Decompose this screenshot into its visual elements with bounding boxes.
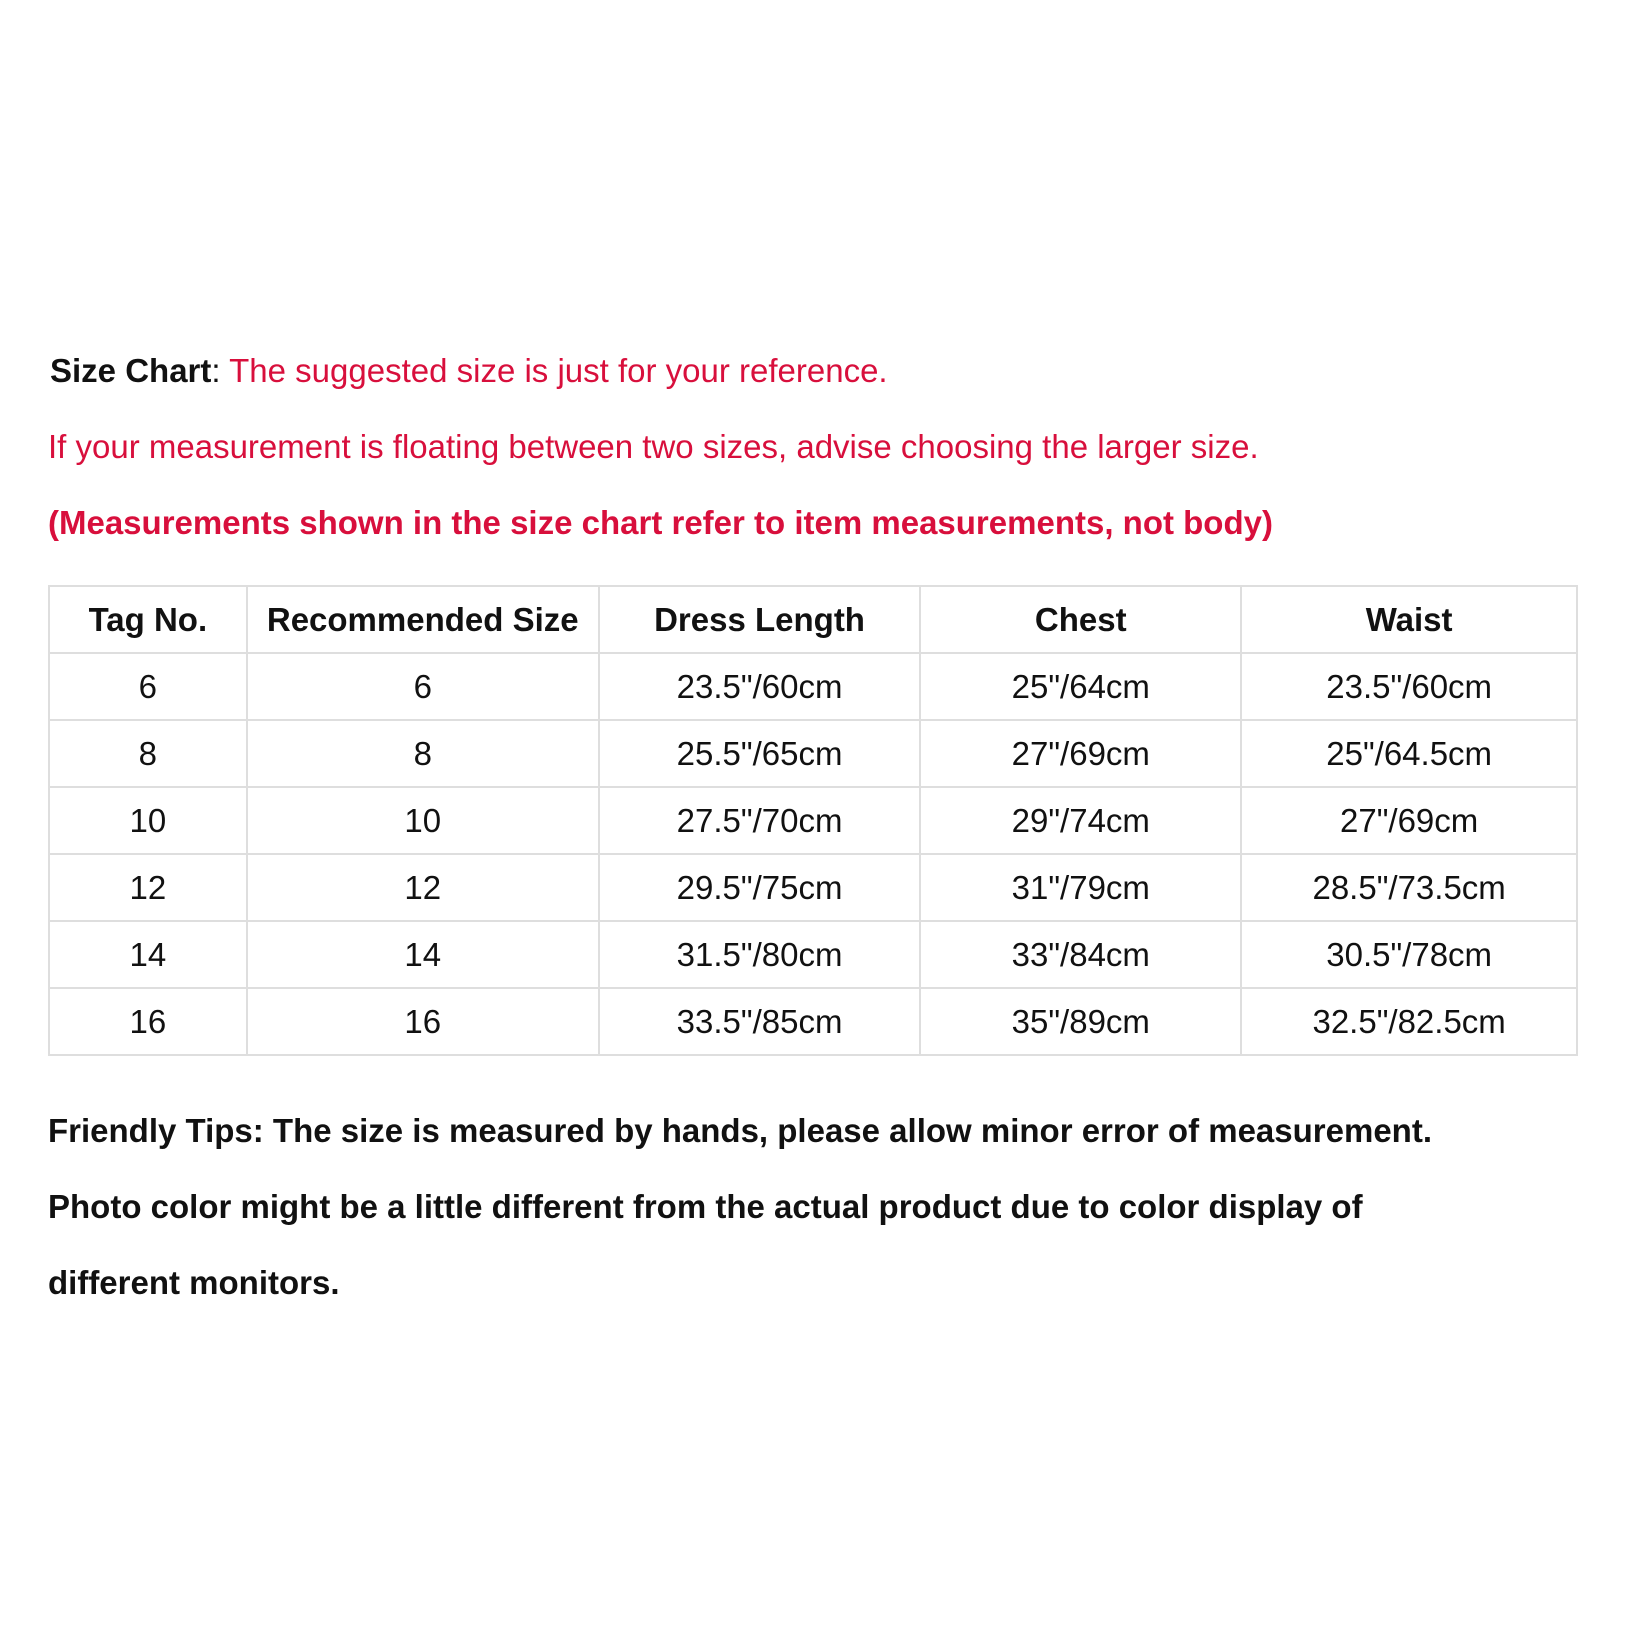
cell-dress-length: 29.5"/75cm <box>599 854 920 921</box>
cell-recommended-size: 10 <box>247 787 599 854</box>
cell-chest: 25"/64cm <box>920 653 1241 720</box>
header-waist: Waist <box>1241 586 1577 653</box>
header-recommended-size: Recommended Size <box>247 586 599 653</box>
cell-recommended-size: 12 <box>247 854 599 921</box>
header-tag-no: Tag No. <box>49 586 247 653</box>
cell-chest: 33"/84cm <box>920 921 1241 988</box>
cell-waist: 28.5"/73.5cm <box>1241 854 1577 921</box>
cell-tag-no: 12 <box>49 854 247 921</box>
cell-dress-length: 33.5"/85cm <box>599 988 920 1055</box>
table-row <box>49 720 1577 787</box>
cell-tag-no: 16 <box>49 988 247 1055</box>
sizing-advice: If your measurement is floating between two sizes, advise choosing the larger size. <box>48 428 1259 465</box>
cell-waist: 27"/69cm <box>1241 787 1577 854</box>
photo-color-note-continued: different monitors. <box>48 1264 340 1301</box>
size-chart-intro <box>50 352 888 390</box>
reference-note: The suggested size is just for your reference. <box>220 352 888 389</box>
cell-waist: 32.5"/82.5cm <box>1241 988 1577 1055</box>
cell-dress-length: 25.5"/65cm <box>599 720 920 787</box>
cell-dress-length: 23.5"/60cm <box>599 653 920 720</box>
cell-recommended-size: 14 <box>247 921 599 988</box>
table-row <box>49 653 1577 720</box>
cell-tag-no: 6 <box>49 653 247 720</box>
cell-recommended-size: 8 <box>247 720 599 787</box>
photo-color-note: Photo color might be a little different from the actual product due to color display of <box>48 1188 1363 1225</box>
cell-waist: 25"/64.5cm <box>1241 720 1577 787</box>
cell-tag-no: 10 <box>49 787 247 854</box>
friendly-tips: Friendly Tips: The size is measured by hands, please allow minor error of measurement. <box>48 1112 1432 1149</box>
table-row <box>49 921 1577 988</box>
cell-waist: 30.5"/78cm <box>1241 921 1577 988</box>
header-chest: Chest <box>920 586 1241 653</box>
cell-chest: 35"/89cm <box>920 988 1241 1055</box>
header-dress-length: Dress Length <box>599 586 920 653</box>
size-chart-label: Size Chart <box>50 352 212 389</box>
table-row <box>49 787 1577 854</box>
cell-recommended-size: 6 <box>247 653 599 720</box>
cell-tag-no: 8 <box>49 720 247 787</box>
size-chart-colon: : <box>211 352 221 389</box>
table-row <box>49 854 1577 921</box>
cell-chest: 27"/69cm <box>920 720 1241 787</box>
cell-tag-no: 14 <box>49 921 247 988</box>
cell-recommended-size: 16 <box>247 988 599 1055</box>
cell-dress-length: 27.5"/70cm <box>599 787 920 854</box>
size-table <box>48 585 1578 1056</box>
cell-waist: 23.5"/60cm <box>1241 653 1577 720</box>
cell-dress-length: 31.5"/80cm <box>599 921 920 988</box>
table-row <box>49 988 1577 1055</box>
measurement-disclaimer: (Measurements shown in the size chart refer to item measurements, not body) <box>48 504 1273 541</box>
cell-chest: 31"/79cm <box>920 854 1241 921</box>
cell-chest: 29"/74cm <box>920 787 1241 854</box>
table-header-row <box>49 586 1577 653</box>
